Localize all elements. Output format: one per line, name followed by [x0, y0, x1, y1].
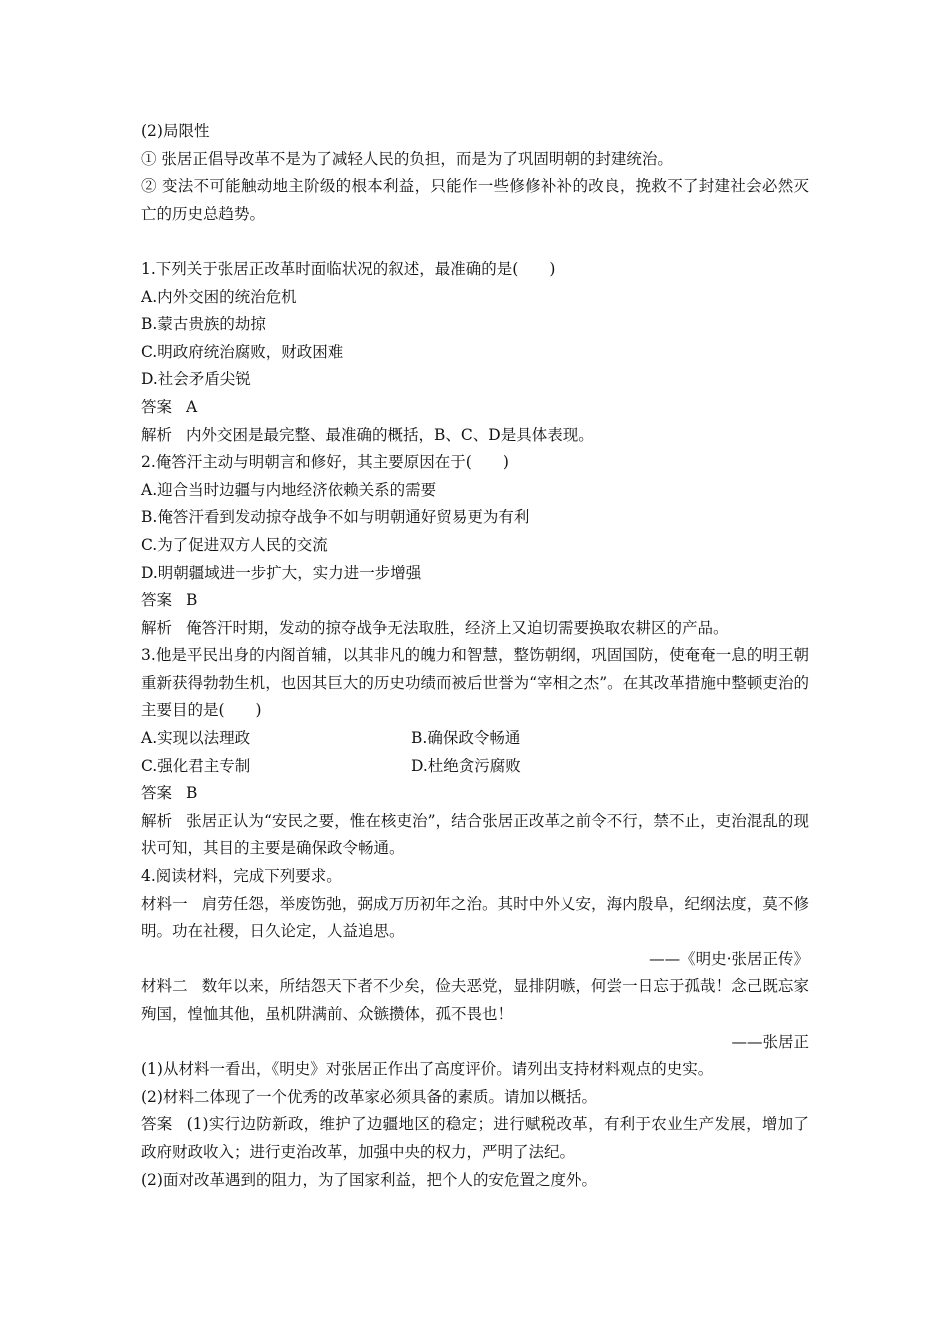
- question-2-option-d: D.明朝疆域进一步扩大，实力进一步增强: [141, 563, 422, 582]
- limitation-point-1: ① 张居正倡导改革不是为了减轻人民的负担，而是为了巩固明朝的封建统治。: [141, 149, 673, 168]
- question-3-analysis: [141, 808, 809, 863]
- question-3-options-row-1: [141, 725, 809, 753]
- question-1-analysis: [141, 422, 809, 450]
- spacer: [141, 228, 809, 256]
- question-2-answer: [141, 587, 809, 615]
- question-1-option-b: B.蒙古贵族的劫掠: [141, 315, 266, 334]
- question-2-option-a: A.迎合当时边疆与内地经济依赖关系的需要: [141, 480, 437, 499]
- question-4-answer-1: [141, 1111, 809, 1166]
- question-4-answer-2: (2)面对改革遇到的阻力，为了国家利益，把个人的安危置之度外。: [141, 1170, 597, 1189]
- answer-value: B: [186, 784, 198, 803]
- analysis-label: 解析: [141, 618, 173, 637]
- analysis-label: 解析: [141, 811, 173, 830]
- question-4-requirement-1: (1)从材料一看出，《明史》对张居正作出了高度评价。请列出支持材料观点的史实。: [141, 1060, 714, 1079]
- material-2-text: 数年以来，所结怨天下者不少矣，俭夫恶党，显排阴嗾，何尝一日忘于孤哉！念己既忘家殉国，惶恤其他，虽机阱满前、众镞攒体，孤不畏也！: [141, 977, 809, 1023]
- limitation-point-2: ② 变法不可能触动地主阶级的根本利益，只能作一些修修补补的改良，挽救不了封建社会必然灭亡的历史总趋势。: [141, 177, 809, 223]
- question-1-stem: 1.下列关于张居正改革时面临状况的叙述，最准确的是( ): [141, 259, 556, 278]
- material-2-label: 材料二: [141, 977, 188, 996]
- answer-text: (1)实行边防新政，维护了边疆地区的稳定；进行赋税改革，有利于农业生产发展，增加了政府财政收入；进行吏治改革，加强中央的权力，严明了法纪。: [141, 1115, 809, 1161]
- question-4-stem: 4.阅读材料，完成下列要求。: [141, 867, 342, 886]
- question-2-option-b: B.俺答汗看到发动掠夺战争不如与明朝通好贸易更为有利: [141, 508, 530, 527]
- question-1-answer: [141, 394, 809, 422]
- limitations-heading: (2)局限性: [141, 122, 210, 140]
- answer-label: 答案: [141, 591, 173, 610]
- question-1-option-c: C.明政府统治腐败，财政困难: [141, 342, 344, 361]
- material-1-label: 材料一: [141, 894, 188, 913]
- question-3-answer: [141, 780, 809, 808]
- question-3-options-row-2: [141, 753, 809, 781]
- material-2: [141, 973, 809, 1028]
- analysis-text: 张居正认为“安民之要，惟在核吏治”，结合张居正改革之前令不行，禁不止，吏治混乱的现状可知，其目的主要是确保政令畅通。: [141, 811, 809, 858]
- analysis-label: 解析: [141, 425, 173, 444]
- question-3-option-b: B.确保政令畅通: [411, 729, 521, 748]
- answer-value: B: [186, 591, 198, 610]
- material-1: [141, 891, 809, 946]
- question-1-option-a: A.内外交困的统治危机: [141, 287, 297, 306]
- analysis-text: 内外交困是最完整、最准确的概括，B、C、D是具体表现。: [186, 425, 594, 444]
- question-3-stem: 3.他是平民出身的内阁首辅，以其非凡的魄力和智慧，整饬朝纲，巩固国防，使奄奄一息的明王朝重新获得勃勃生机，也因其巨大的历史功绩而被后世誉为“宰相之杰”。在其改革措施中整顿吏治的主要目的是( ): [141, 646, 809, 720]
- question-2-analysis: [141, 615, 809, 643]
- question-2-option-c: C.为了促进双方人民的交流: [141, 535, 328, 554]
- analysis-text: 俺答汗时期，发动的掠夺战争无法取胜，经济上又迫切需要换取农耕区的产品。: [186, 618, 729, 637]
- question-1-option-d: D.社会矛盾尖锐: [141, 370, 251, 389]
- answer-label: 答案: [141, 1115, 173, 1134]
- answer-value: A: [186, 397, 198, 416]
- question-3-option-a: A.实现以法理政: [141, 729, 251, 748]
- answer-label: 答案: [141, 784, 173, 803]
- document-body: [141, 118, 809, 1194]
- material-2-source: ——张居正: [731, 1032, 809, 1051]
- answer-label: 答案: [141, 397, 173, 416]
- question-3-option-d: D.杜绝贪污腐败: [411, 756, 521, 775]
- material-1-text: 肩劳任怨，举废饬弛，弼成万历初年之治。其时中外乂安，海内殷阜，纪纲法度，莫不修明。功在社稷，日久论定，人益追思。: [141, 894, 809, 941]
- question-4-requirement-2: (2)材料二体现了一个优秀的改革家必须具备的素质。请加以概括。: [141, 1087, 597, 1106]
- question-3-option-c: C.强化君主专制: [141, 756, 251, 775]
- question-2-stem: 2.俺答汗主动与明朝言和修好，其主要原因在于( ): [141, 453, 509, 472]
- material-1-source: ——《明史·张居正传》: [649, 949, 809, 968]
